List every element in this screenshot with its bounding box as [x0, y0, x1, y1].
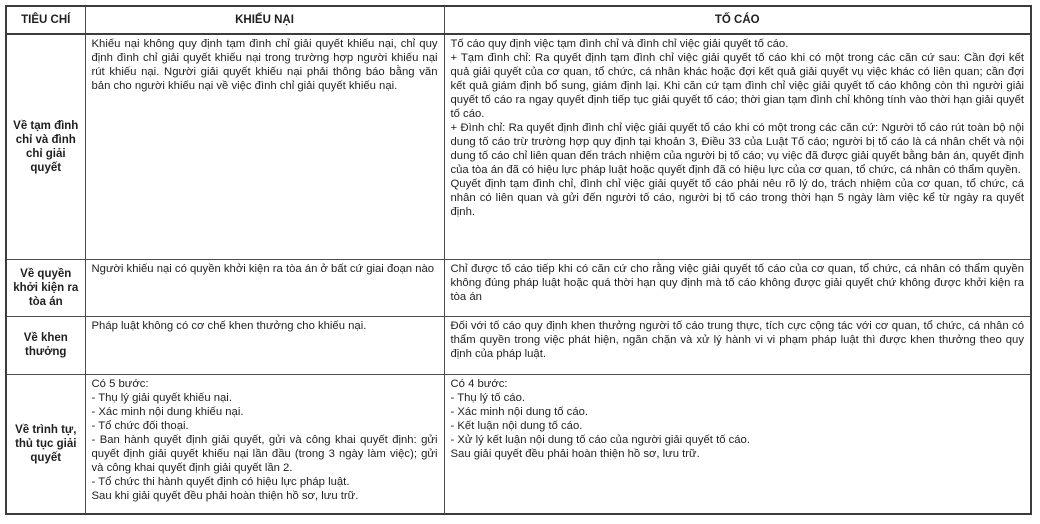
complaint-cell-lawsuit	[85, 259, 444, 316]
cell-paragraph: - Thụ lý tố cáo.	[450, 391, 526, 404]
cell-paragraph: + Tạm đình chỉ: Ra quyết định tạm đình chỉ việc giải quyết tố cáo khi có một trong các căn cứ sau: Cần đợi kết quả giải quyết của cơ quan, tổ chức, cá nhân khác hoặc đợi kết quả giải quyết vụ việc khác có liên quan; cần đợi kết quả giám định bổ sung, giám định lại. Khi căn cứ tạm đình chỉ việc giải quyết tố cáo không còn thì người giải quyết tố cáo ra ngay quyết định tiếp tục giải quyết tố cáo; thời gian tạm đình chỉ không tính vào thời hạn giải quyết tố cáo.	[450, 52, 1024, 120]
cell-paragraph: Chỉ được tố cáo tiếp khi có căn cứ cho rằng việc giải quyết tố cáo của cơ quan, tổ chức, cá nhân có thẩm quyền không đúng pháp luật hoặc quá thời hạn quy định mà tố cáo không được giải quyết chứ không được khởi kiện ra tòa án	[450, 262, 1024, 303]
cell-paragraph: - Tổ chức đối thoại.	[91, 419, 189, 432]
cell-paragraph: Có 4 bước:	[450, 377, 508, 390]
denunciation-cell-lawsuit	[444, 259, 1031, 316]
complaint-cell-reward	[85, 316, 444, 374]
cell-paragraph: Quyết định tạm đình chỉ, đình chỉ việc giải quyết tố cáo phải nêu rõ lý do, trách nhiệm của cơ quan, tổ chức, cá nhân có liên quan và gửi đến người tố cáo, người bị tố cáo trong thời hạn 5 ngày làm việc kể từ ngày ra quyết định.	[450, 178, 1024, 218]
complaint-cell-suspension	[85, 34, 444, 259]
cell-paragraph: - Xác minh nội dung tố cáo.	[450, 405, 589, 418]
cell-paragraph: Đối với tố cáo quy định khen thưởng người tố cáo trung thực, tích cực cộng tác với cơ quan, tổ chức, cá nhân có thẩm quyền trong việc phát hiện, ngăn chặn và xử lý hành vi vi phạm pháp luật thì được khen thưởng theo quy định của pháp luật.	[450, 319, 1024, 360]
cell-paragraph: - Xử lý kết luận nội dung tố cáo của người giải quyết tố cáo.	[450, 433, 750, 446]
cell-paragraph: + Đình chỉ: Ra quyết định đình chỉ việc giải quyết tố cáo khi có một trong các căn cứ: Người tố cáo rút toàn bộ nội dung tố cáo trừ trường hợp quy định tại khoản 3, Điều 33 của Luật Tố cáo; người bị tố cáo là cá nhân chết và nội dung tố cáo chỉ liên quan đến trách nhiệm của người bị tố cáo; vụ việc đã được giải quyết bằng bản án, quyết định của tòa án đã có hiệu lực pháp luật hoặc quyết định đã có hiệu lực của cơ quan, tổ chức, cá nhân có thẩm quyền.	[450, 122, 1024, 176]
row-label-reward: Về khen thưởng	[6, 316, 85, 374]
cell-paragraph: Sau giải quyết đều phải hoàn thiện hồ sơ, lưu trữ.	[450, 447, 700, 460]
complaint-cell-procedure	[85, 374, 444, 514]
header-criteria: TIÊU CHÍ	[6, 6, 85, 34]
cell-paragraph: - Tổ chức thi hành quyết định có hiệu lực pháp luật.	[91, 475, 350, 488]
cell-paragraph: Sau khi giải quyết đều phải hoàn thiện hồ sơ, lưu trữ.	[91, 489, 359, 502]
denunciation-cell-procedure	[444, 374, 1031, 514]
row-label-suspension: Về tạm đình chỉ và đình chỉ giải quyết	[6, 34, 85, 259]
denunciation-cell-reward	[444, 316, 1031, 374]
cell-paragraph: Tố cáo quy định việc tạm đình chỉ và đình chỉ việc giải quyết tố cáo.	[450, 38, 789, 50]
table-row	[6, 316, 1031, 374]
row-label-procedure: Về trình tự, thủ tục giải quyết	[6, 374, 85, 514]
cell-paragraph: Người khiếu nại có quyền khởi kiện ra tòa án ở bất cứ giai đoạn nào	[91, 262, 435, 275]
header-row	[6, 6, 1031, 34]
cell-paragraph: Pháp luật không có cơ chế khen thưởng cho khiếu nại.	[91, 319, 367, 332]
table-row	[6, 34, 1031, 259]
table-row	[6, 374, 1031, 514]
cell-paragraph: Khiếu nại không quy định tạm đình chỉ giải quyết khiếu nại, chỉ quy định đình chỉ giải quyết khiếu nại trong trường hợp người khiếu nại rút khiếu nại. Người giải quyết khiếu nại phải thông báo bằng văn bản cho người khiếu nại về việc đình chỉ giải quyết khiếu nại.	[91, 38, 438, 92]
row-label-lawsuit: Về quyền khởi kiện ra tòa án	[6, 259, 85, 316]
cell-paragraph: - Kết luận nội dung tố cáo.	[450, 419, 583, 432]
cell-paragraph: - Xác minh nội dung khiếu nại.	[91, 405, 244, 418]
header-denunciation: TỐ CÁO	[444, 6, 1031, 34]
cell-paragraph: Có 5 bước:	[91, 377, 149, 390]
comparison-table	[5, 5, 1032, 515]
table-row	[6, 259, 1031, 316]
cell-paragraph: - Thụ lý giải quyết khiếu nại.	[91, 391, 232, 404]
header-complaint: KHIẾU NẠI	[85, 6, 444, 34]
denunciation-cell-suspension	[444, 34, 1031, 259]
cell-paragraph: - Ban hành quyết định giải quyết, gửi và công khai quyết định: gửi quyết định giải quyết khiếu nại lần đầu (trong 3 ngày làm việc); gửi và công khai quyết định giải quyết lần 2.	[91, 433, 438, 474]
